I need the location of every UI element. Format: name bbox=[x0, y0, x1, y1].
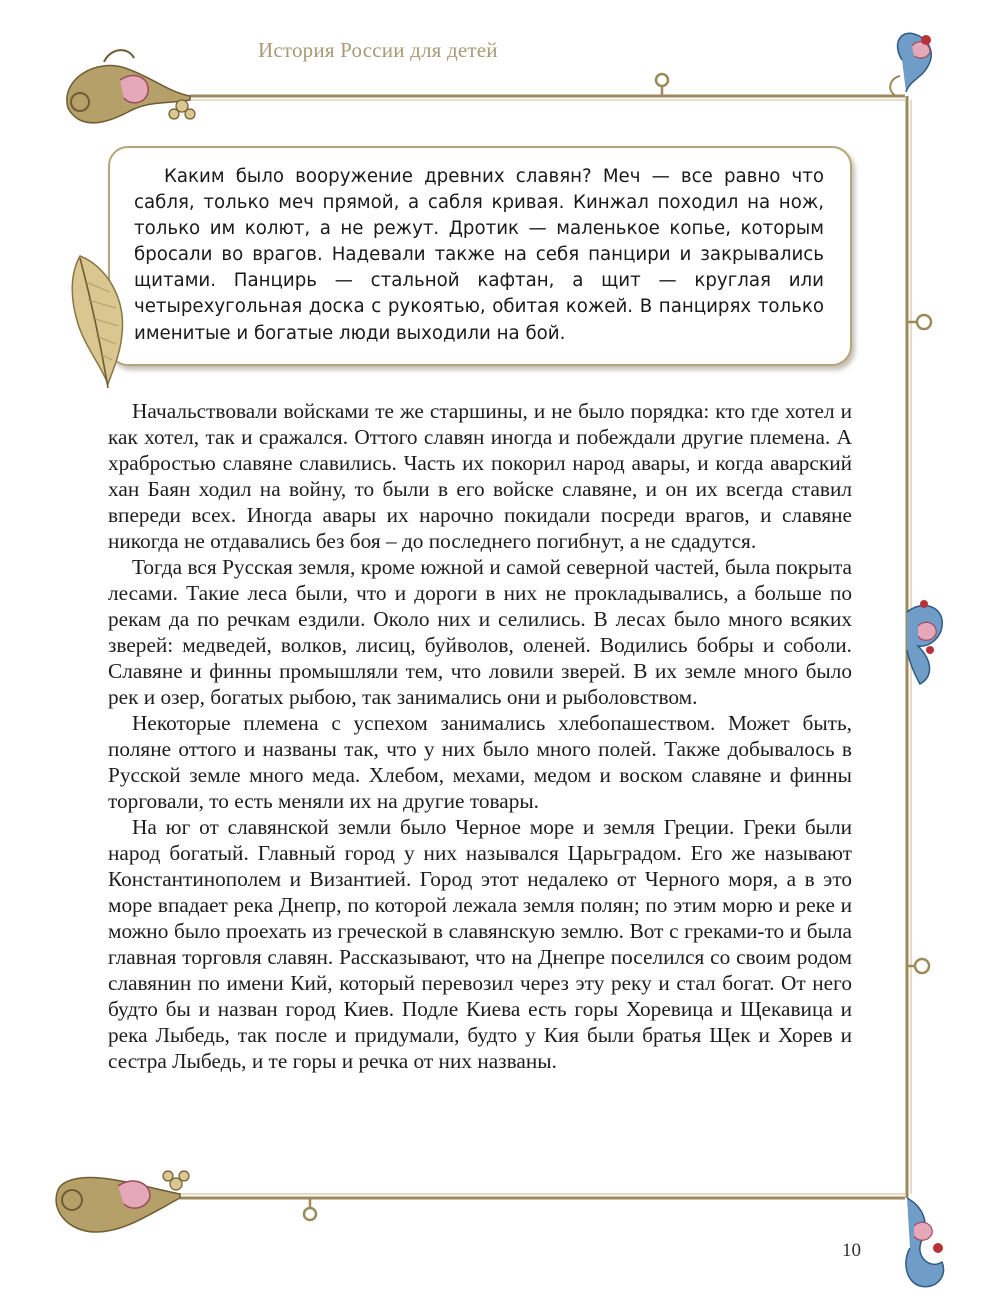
ornament-bottom-right bbox=[906, 1198, 944, 1287]
paragraph: Некоторые племена с успехом занимались хлебопашеством. Может быть, поляне оттого и названы так, что у них было много полей. Также добывалось в Русской земле много меда. Хлебом, мехами, медом и воском славяне и финны торговали, то есть меняли их на другие товары. bbox=[108, 711, 852, 813]
feather-quill-icon bbox=[66, 252, 130, 392]
info-box-text: Каким было вооружение древних славян? Меч — все равно что сабля, только меч прямой, а сабля кривая. Кинжал походил на нож, только им колют, а не режут. Дротик — маленькое копье, которым бросали во врагов. Надевали также на себя панцири и закрывались щитами. Панцирь — стальной кафтан, а щит — круглая или четырехугольная доска с рукоятью, обитая кожей. В панцирях только именитые и богатые люди выходили на бой. bbox=[134, 166, 824, 344]
paragraph: Тогда вся Русская земля, кроме южной и самой северной частей, была покрыта лесами. Такие леса были, что и дороги в них не прокладывались, а больше по рекам да по речкам ездили. Около них и селились. В лесах было много всяких зверей: медведей, волков, лисиц, буйволов, оленей. Водились бобры и соболи. Славяне и финны промышляли тем, что ловили зверей. В их земле много было рек и озер, богатых рыбою, так занимались они и рыболовством. bbox=[108, 555, 852, 709]
ornament-bottom-left bbox=[56, 1171, 189, 1232]
ornament-right-middle bbox=[907, 600, 942, 684]
ornament-top-left bbox=[67, 50, 195, 123]
frame-knot-bottom bbox=[304, 1198, 316, 1220]
running-head: История России для детей bbox=[258, 38, 498, 62]
frame-knot-top bbox=[656, 74, 668, 96]
frame-knot-right-lower bbox=[907, 959, 929, 973]
paragraph: Начальствовали войсками те же старшины, и не было порядка: кто где хотел и как хотел, так и сражался. Оттого славян иногда и побеждали другие племена. А храбростью славяне славились. Часть их покорил народ авары, и когда аварский хан Баян ходил на войну, то были в его войске славяне, и он их всегда ставил впереди всех. Иногда авары их нарочно покидали посреди врагов, и славяне никогда не отдавались без боя – до последнего погибнут, а не сдадутся. bbox=[108, 399, 852, 553]
paragraph: На юг от славянской земли было Черное море и земля Греции. Греки были народ богатый. Главный город у них назывался Царьградом. Его же называют Константинополем и Византией. Город этот недалеко от Черного моря, а в это море впадает река Днепр, по которой лежала земля полян; по этим морю и реке и можно было проехать из греческой в славянскую землю. Вот с греками-то и была главная торговля славян. Рассказывают, что на Днепре поселился со своим родом славянин по имени Кий, который перевозил через эту реку и стал богат. От него будто бы и назван город Киев. Подле Киева есть горы Хоревица и Щекавица и река Лыбедь, так после и придумали, будто у Кия были братья Щек и Хорев и сестра Лыбедь, и те горы и речка от них названы. bbox=[108, 815, 852, 1073]
main-text bbox=[108, 398, 852, 1074]
page-number: 10 bbox=[842, 1240, 861, 1261]
ornament-top-right bbox=[890, 33, 931, 96]
